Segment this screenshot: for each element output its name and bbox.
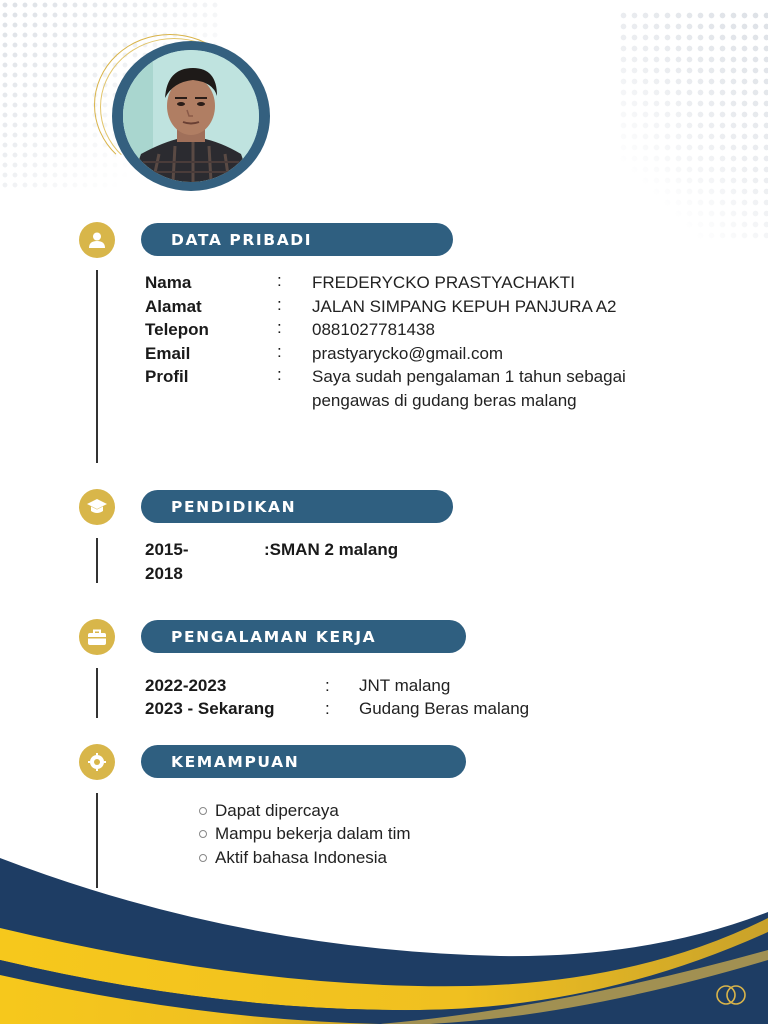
timeline-line <box>96 668 98 718</box>
bottom-wave-decoration <box>0 840 768 1024</box>
edu-school: :SMAN 2 malang <box>264 540 399 559</box>
value-profil-line2: pengawas di gudang beras malang <box>312 391 577 410</box>
timeline-line <box>96 538 98 583</box>
bullet-icon <box>199 830 207 838</box>
label-alamat: Alamat <box>145 297 202 316</box>
section-header-kemampuan <box>141 745 466 778</box>
section-header-pendidikan <box>141 490 453 523</box>
work-place: Gudang Beras malang <box>359 699 530 718</box>
edu-years-line2: 2018 <box>145 564 183 583</box>
skill-text: Mampu bekerja dalam tim <box>215 824 411 843</box>
work-years: 2022-2023 <box>145 676 227 695</box>
work-place: JNT malang <box>359 676 451 695</box>
colon: : <box>325 676 330 695</box>
colon: : <box>325 699 330 718</box>
colon: : <box>277 318 282 337</box>
value-email: prastyarycko@gmail.com <box>312 344 504 363</box>
label-profil: Profil <box>145 367 189 386</box>
colon: : <box>277 342 282 361</box>
lightbulb-icon <box>79 744 115 780</box>
label-telepon: Telepon <box>145 320 209 339</box>
value-nama: FREDERYCKO PRASTYACHAKTI <box>312 273 575 292</box>
briefcase-icon <box>79 619 115 655</box>
label-nama: Nama <box>145 273 192 292</box>
work-years: 2023 - Sekarang <box>145 699 275 718</box>
section-title: PENDIDIKAN <box>171 497 297 516</box>
value-alamat: JALAN SIMPANG KEPUH PANJURA A2 <box>312 297 617 316</box>
timeline-line <box>96 270 98 463</box>
skill-text: Aktif bahasa Indonesia <box>215 848 388 867</box>
graduation-cap-icon <box>79 489 115 525</box>
value-profil-line1: Saya sudah pengalaman 1 tahun sebagai <box>312 367 626 386</box>
skill-text: Dapat dipercaya <box>215 801 339 820</box>
edu-years-line1: 2015- <box>145 540 189 559</box>
bullet-icon <box>199 807 207 815</box>
user-icon <box>79 222 115 258</box>
colon: : <box>277 271 282 290</box>
value-telepon: 0881027781438 <box>312 320 435 339</box>
section-title: KEMAMPUAN <box>171 752 300 771</box>
section-header-pengalaman <box>141 620 466 653</box>
section-title: DATA PRIBADI <box>171 230 313 249</box>
colon: : <box>277 295 282 314</box>
label-email: Email <box>145 344 191 363</box>
section-header-data-pribadi <box>141 223 453 256</box>
skill-item <box>199 801 339 821</box>
rings-logo-icon <box>714 984 748 1006</box>
dot-pattern-right <box>618 10 768 240</box>
colon: : <box>277 365 282 384</box>
section-title: PENGALAMAN KERJA <box>171 627 377 646</box>
profile-photo <box>123 50 259 182</box>
